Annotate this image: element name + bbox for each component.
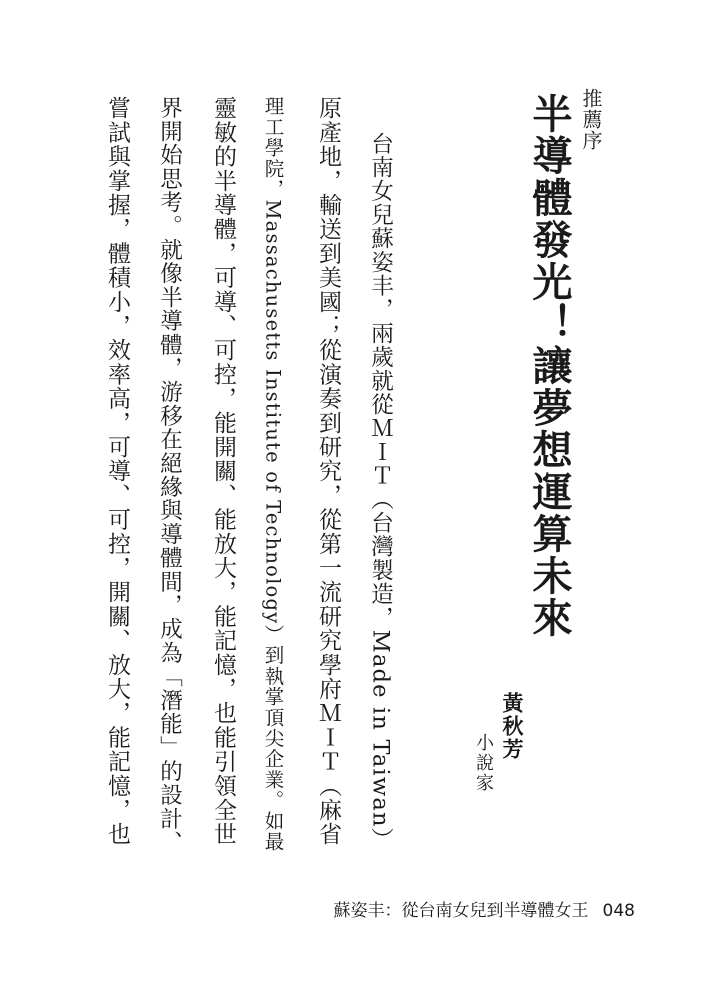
page-number: 048 — [602, 901, 635, 921]
body-column-4: 靈敏的半導體，可導、可控，能開關、能放大，能記憶，也能引領全世 — [210, 96, 236, 847]
book-title: 蘇姿丰：從台南女兒到半導體女王 — [333, 901, 589, 921]
body-column-6: 嘗試與掌握，體積小，效率高，可導、可控，開關、放大，能記憶，也 — [104, 96, 130, 847]
author-role: 小說家 — [473, 733, 494, 793]
body-column-1: 台南女兒蘇姿丰，兩歲就從ＭＩＴ（台灣製造，Made in Taiwan） — [367, 132, 394, 852]
page-footer — [334, 896, 635, 921]
page-title: 半導體發光！讓夢想運算未來 — [526, 93, 572, 639]
body-column-3: 理工學院，Massachusetts Institute of Technology）到執掌頂尖企業。如最 — [261, 96, 285, 853]
body-column-2: 原產地，輸送到美國；從演奏到研究，從第一流研究學府ＭＩＴ（麻省 — [315, 96, 341, 847]
author-name: 黃秋芳 — [500, 692, 525, 761]
body-column-5: 界開始思考。就像半導體，游移在絕緣與導體間，成為「潛能」的設計、 — [156, 96, 183, 855]
section-label: 推薦序 — [579, 88, 603, 151]
